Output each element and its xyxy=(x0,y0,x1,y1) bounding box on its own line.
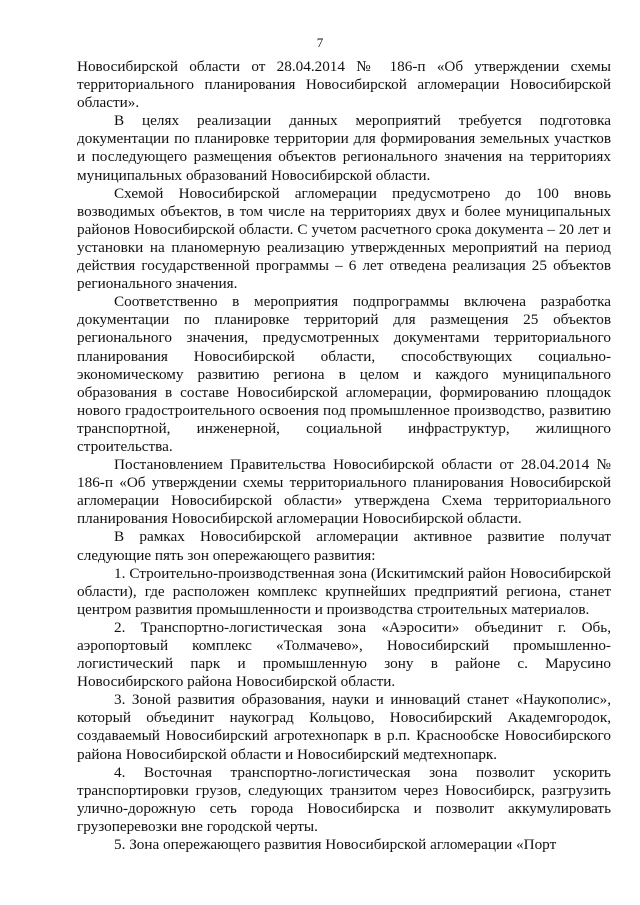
list-item-zone-3: 3. Зоной развития образования, науки и инноваций станет «Наукополис», который объединит наукоград Кольцово, Новосибирский Академгородок, создаваемый Новосибирский агротехнопарк в р.п. Краснообске Новосибирского района Новосибирской области и Новосибирский медтехнопарк. xyxy=(77,691,611,763)
list-item-zone-4: 4. Восточная транспортно-логистическая зона позволит ускорить транспортировки грузов, следующих транзитом через Новосибирск, разгрузить улично-дорожную сеть города Новосибирска и позволит аккумулировать грузоперевозки вне городской черты. xyxy=(77,763,611,835)
list-item-zone-1: 1. Строительно-производственная зона (Искитимский район Новосибирской области), где расположен комплекс крупнейших предприятий региона, станет центром развития промышленности и производства строительных материалов. xyxy=(77,564,611,618)
paragraph: Схемой Новосибирской агломерации предусмотрено до 100 вновь возводимых объектов, в том числе на территориях двух и более муниципальных районов Новосибирской области. С учетом расчетного срока документа – 20 лет и установки на планомерную реализацию утвержденных мероприятий на период действия государственной программы – 6 лет отведена реализация 25 объектов регионального значения. xyxy=(77,184,611,293)
paragraph: В рамках Новосибирской агломерации активное развитие получат следующие пять зон опережающего развития: xyxy=(77,528,611,564)
paragraph: Постановлением Правительства Новосибирской области от 28.04.2014 № 186-п «Об утверждении схемы территориального планирования Новосибирской агломерации Новосибирской области» утверждена Схема территориального планирования Новосибирской агломерации Новосибирской области. xyxy=(77,456,611,528)
list-item-zone-5: 5. Зона опережающего развития Новосибирской агломерации «Порт xyxy=(114,836,557,854)
paragraph-continuation: Новосибирской области от 28.04.2014 № 186-п «Об утверждении схемы территориального планирования Новосибирской агломерации Новосибирской области». xyxy=(77,58,611,112)
list-item-zone-2: 2. Транспортно-логистическая зона «Аэросити» объединит г. Обь, аэропортовый комплекс «Толмачево», Новосибирский промышленно-логистический парк и промышленную зону в районе с. Марусино Новосибирского района Новосибирской области. xyxy=(77,618,611,691)
paragraph: Соответственно в мероприятия подпрограммы включена разработка документации по планировке территорий для размещения 25 объектов регионального значения, предусмотренных документами территориального планирования Новосибирской области, способствующих социально-экономическому развитию региона в целом и каждого муниципального образования в составе Новосибирской агломерации, формированию площадок нового градостроительного освоения под промышленное производство, развитию транспортной, инженерной, социальной инфраструктур, жилищного строительства. xyxy=(77,293,611,455)
page-number: 7 xyxy=(316,35,324,50)
paragraph: В целях реализации данных мероприятий требуется подготовка документации по планировке территории для формирования земельных участков и последующего размещения объектов регионального значения на территориях муниципальных образований Новосибирской области. xyxy=(77,112,611,184)
document-body xyxy=(77,58,611,854)
